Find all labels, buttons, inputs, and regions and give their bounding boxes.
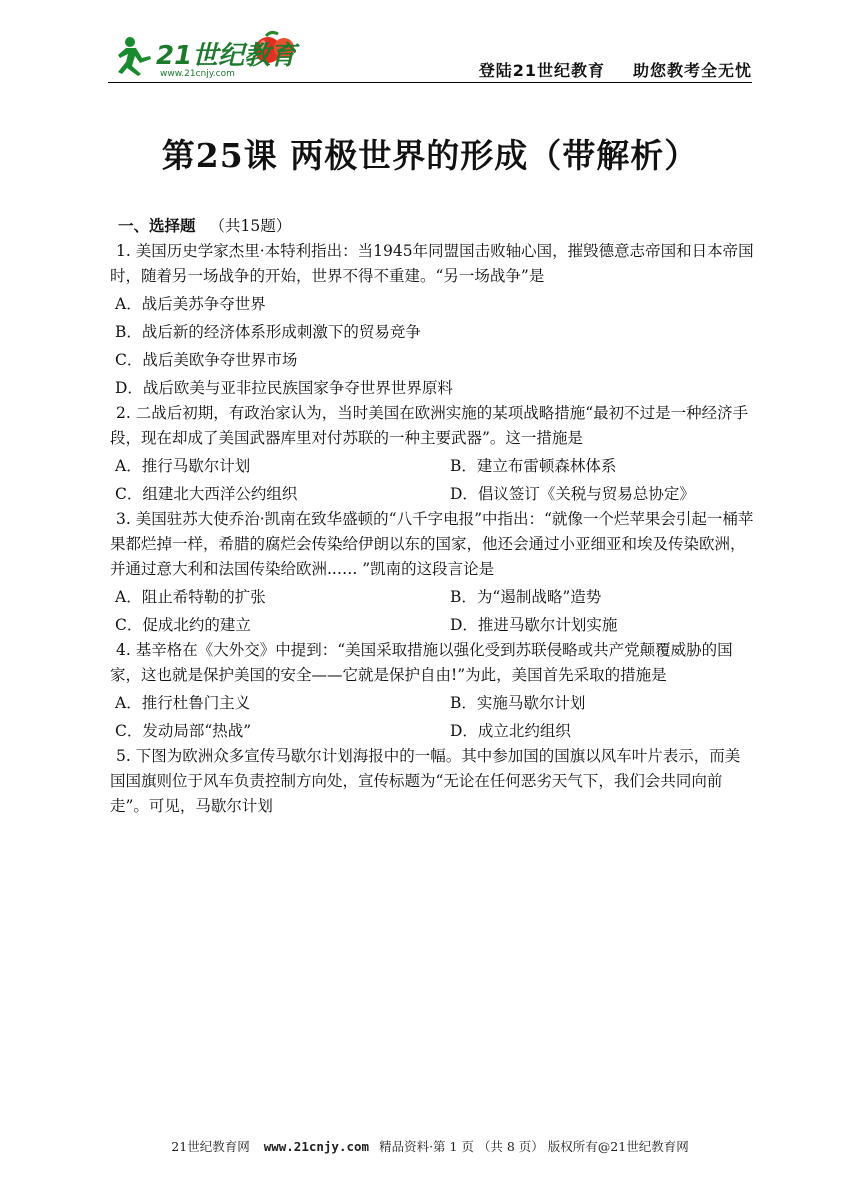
option-row xyxy=(115,690,755,716)
option-row xyxy=(115,612,755,638)
logo-graphic xyxy=(108,28,308,80)
option-a: A．阻止希特勒的扩张 xyxy=(115,588,266,606)
slogan-right: 助您教考全无忧 xyxy=(632,61,752,80)
option-c: C．促成北约的建立 xyxy=(115,616,251,634)
option-row xyxy=(115,718,755,744)
question-list xyxy=(110,214,755,819)
footer-site-link[interactable]: www.21cnjy.com xyxy=(263,1139,370,1154)
svg-text:www.21cnjy.com: www.21cnjy.com xyxy=(160,69,235,79)
option-d: D．战后欧美与亚非拉民族国家争夺世界世界原料 xyxy=(115,379,453,397)
page-title: 第25课 两极世界的形成（带解析） xyxy=(161,136,699,175)
option-row xyxy=(115,481,755,507)
question-stem: 5. 下图为欧洲众多宣传马歇尔计划海报中的一幅。其中参加国的国旗以风车叶片表示，而美国国旗则位于风车负责控制方向处，宣传标题为“无论在任何恶劣天气下，我们会共同向前走”。可见，马歇尔计划 xyxy=(110,747,741,815)
option-d: D．推进马歇尔计划实施 xyxy=(450,616,618,634)
page-header xyxy=(108,28,752,84)
question-stem: 4. 基辛格在《大外交》中提到：“美国采取措施以强化受到苏联侵略或共产党颠覆威胁的国家，这也就是保护美国的安全——它就是保护自由!”为此，美国首先采取的措施是 xyxy=(110,641,733,684)
option-row xyxy=(115,453,755,479)
slogan-left: 登陆21世纪教育 xyxy=(478,61,605,80)
option-b: B．实施马歇尔计划 xyxy=(450,694,586,712)
question-stem: 3. 美国驻苏大使乔治·凯南在致华盛顿的“八千字电报”中指出：“就像一个烂苹果会引起一桶苹果都烂掉一样，希腊的腐烂会传染给伊朗以东的国家，他还会通过小亚细亚和埃及传染欧洲，并通过意大利和法国传染给欧洲..…. ”凯南的这段言论是 xyxy=(110,510,754,578)
option-c: C．战后美欧争夺世界市场 xyxy=(115,351,298,369)
option-row xyxy=(115,584,755,610)
option-a: A．推行马歇尔计划 xyxy=(115,457,251,475)
option-b: B．为“遏制战略”造势 xyxy=(450,588,602,606)
header-slogan xyxy=(479,58,752,81)
option-a: A．战后美苏争夺世界 xyxy=(115,295,266,313)
option-d: D．成立北约组织 xyxy=(450,722,571,740)
option-b: B．战后新的经济体系形成刺激下的贸易竞争 xyxy=(115,323,421,341)
option-d: D．倡议签订《关税与贸易总协定》 xyxy=(450,485,695,503)
footer-copyright: 版权所有@21世纪教育网 xyxy=(547,1139,689,1154)
question-stem: 2. 二战后初期，有政治家认为，当时美国在欧洲实施的某项战略措施“最初不过是一种经济手段，现在却成了美国武器库里对付苏联的一种主要武器”。这一措施是 xyxy=(110,404,749,447)
page-footer xyxy=(0,1137,860,1155)
option-b: B．建立布雷顿森林体系 xyxy=(450,457,617,475)
svg-text:21世纪教育: 21世纪教育 xyxy=(156,41,297,71)
section-heading xyxy=(118,214,755,239)
section-heading-label: 一、选择题 xyxy=(118,217,196,235)
footer-left: 21世纪教育网 xyxy=(171,1139,250,1154)
header-divider xyxy=(108,82,752,83)
question-stem: 1. 美国历史学家杰里·本特利指出：当1945年同盟国击败轴心国，摧毁德意志帝国和日本帝国时，随着另一场战争的开始，世界不得不重建。“另一场战争”是 xyxy=(110,242,754,285)
site-logo[interactable] xyxy=(108,28,308,80)
option-c: C．发动局部“热战” xyxy=(115,722,252,740)
footer-page-info: 精品资料·第 1 页 （共 8 页） xyxy=(379,1139,544,1154)
section-count: （共15题） xyxy=(209,217,292,235)
option-c: C．组建北大西洋公约组织 xyxy=(115,485,298,503)
option-a: A．推行杜鲁门主义 xyxy=(115,694,251,712)
